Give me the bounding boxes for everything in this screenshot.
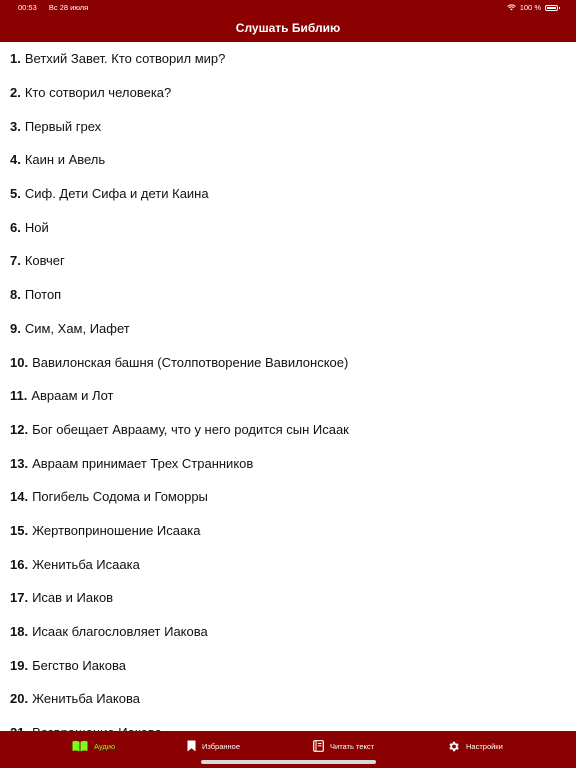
item-title: Женитьба Исаака xyxy=(32,556,140,572)
item-title: Авраам принимает Трех Странников xyxy=(32,455,254,471)
item-number: 14. xyxy=(10,489,29,505)
list-item[interactable] xyxy=(0,413,576,447)
tab-favorites[interactable] xyxy=(187,740,240,752)
open-book-icon xyxy=(72,740,88,752)
tab-audio-label: Аудио xyxy=(94,741,116,751)
item-number: 5. xyxy=(10,186,21,202)
home-indicator xyxy=(201,760,376,764)
item-number: 17. xyxy=(10,590,29,606)
item-title: Потоп xyxy=(24,287,62,303)
item-title: Первый грех xyxy=(24,118,102,134)
item-number: 16. xyxy=(10,556,29,572)
top-bar xyxy=(0,0,576,42)
battery-percent: 100 % xyxy=(519,3,541,12)
status-date: Вс 28 июля xyxy=(48,3,89,12)
tab-favorites-label: Избранное xyxy=(202,741,241,751)
item-title: Ковчег xyxy=(24,253,65,269)
item-title: Сиф. Дети Сифа и дети Каина xyxy=(24,186,209,202)
item-title: Авраам и Лот xyxy=(31,388,114,404)
list-item[interactable] xyxy=(0,76,576,110)
item-number: 12. xyxy=(10,421,29,437)
list-item[interactable] xyxy=(0,312,576,346)
item-title: Женитьба Иакова xyxy=(32,691,140,707)
item-title: Исаак благословляет Иакова xyxy=(32,624,208,640)
item-number: 20. xyxy=(10,691,29,707)
item-title: Жертвоприношение Исаака xyxy=(32,522,201,538)
item-title: Сим, Хам, Иафет xyxy=(24,320,130,336)
wifi-icon xyxy=(507,4,516,11)
item-number: 15. xyxy=(10,522,29,538)
book-icon xyxy=(313,740,324,752)
list-item[interactable] xyxy=(0,244,576,278)
bookmark-icon xyxy=(187,740,196,752)
page-title: Слушать Библию xyxy=(235,21,341,35)
item-title: Ветхий Завет. Кто сотворил мир? xyxy=(24,51,226,67)
item-number: 3. xyxy=(10,118,21,134)
item-number: 2. xyxy=(10,85,21,101)
battery-icon xyxy=(545,5,558,11)
item-number: 18. xyxy=(10,624,29,640)
tab-settings[interactable] xyxy=(447,740,503,753)
status-time: 00:53 xyxy=(18,3,37,12)
item-number: 8. xyxy=(10,287,21,303)
gear-icon xyxy=(447,740,460,753)
status-bar xyxy=(0,0,576,14)
item-number: 6. xyxy=(10,219,21,235)
tab-settings-label: Настройки xyxy=(466,742,503,751)
list-item[interactable] xyxy=(0,581,576,615)
item-number: 10. xyxy=(10,354,29,370)
list-item[interactable] xyxy=(0,345,576,379)
list-item[interactable] xyxy=(0,177,576,211)
item-number: 4. xyxy=(10,152,21,168)
list-item[interactable] xyxy=(0,143,576,177)
item-number: 13. xyxy=(10,455,29,471)
tab-audio[interactable] xyxy=(72,740,115,752)
list-item[interactable] xyxy=(0,648,576,682)
tab-read-text-label: Читать текст xyxy=(330,741,375,751)
list-item[interactable] xyxy=(0,480,576,514)
chapter-list[interactable] xyxy=(0,42,576,731)
list-item[interactable] xyxy=(0,615,576,649)
list-item[interactable] xyxy=(0,210,576,244)
list-item[interactable] xyxy=(0,278,576,312)
tab-read-text[interactable] xyxy=(313,740,374,752)
item-title: Ной xyxy=(24,219,49,235)
list-item[interactable] xyxy=(0,109,576,143)
item-number: 19. xyxy=(10,657,29,673)
item-number: 11. xyxy=(10,388,28,404)
list-item[interactable] xyxy=(0,547,576,581)
item-title: Каин и Авель xyxy=(24,152,106,168)
list-item[interactable] xyxy=(0,682,576,716)
item-title: Исав и Иаков xyxy=(32,590,114,606)
item-title: Бог обещает Аврааму, что у него родится сын Исаак xyxy=(32,421,349,437)
item-number: 9. xyxy=(10,320,21,336)
list-item[interactable] xyxy=(0,446,576,480)
list-item[interactable] xyxy=(0,42,576,76)
item-number: 1. xyxy=(10,51,21,67)
item-title: Погибель Содома и Гоморры xyxy=(32,489,208,505)
item-title: Кто сотворил человека? xyxy=(24,85,172,101)
item-title: Вавилонская башня (Столпотворение Вавилонское) xyxy=(32,354,349,370)
item-number: 7. xyxy=(10,253,21,269)
item-title: Бегство Иакова xyxy=(32,657,126,673)
list-item[interactable] xyxy=(0,379,576,413)
list-item[interactable] xyxy=(0,514,576,548)
